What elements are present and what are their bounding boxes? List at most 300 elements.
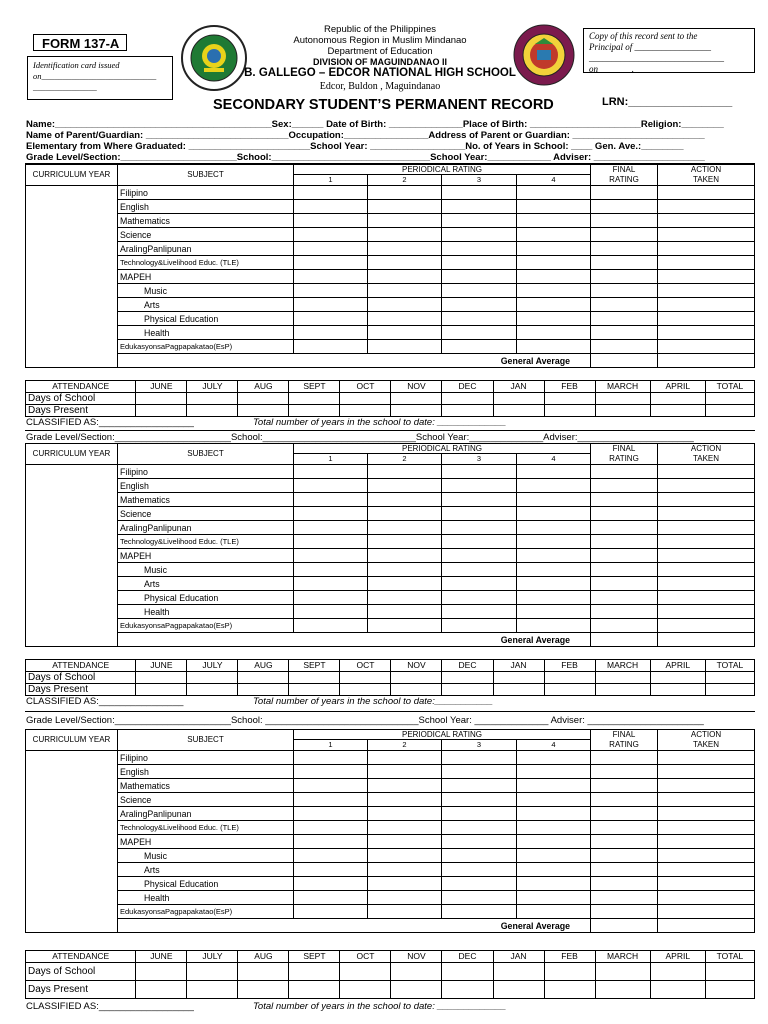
- grade-cell[interactable]: [442, 821, 517, 835]
- grade-cell[interactable]: [294, 284, 368, 298]
- grade-cell[interactable]: [591, 863, 658, 877]
- attendance-cell[interactable]: [340, 684, 391, 696]
- grade-cell[interactable]: [591, 535, 658, 549]
- grade-cell[interactable]: [658, 298, 755, 312]
- attendance-cell[interactable]: [289, 981, 340, 999]
- grade-cell[interactable]: [658, 751, 755, 765]
- attendance-cell[interactable]: [136, 672, 187, 684]
- grade-cell[interactable]: [591, 835, 658, 849]
- grade-cell[interactable]: [294, 479, 368, 493]
- grade-level-line-1[interactable]: Grade Level/Section:______________________School:______________________________School Year:____________ Adviser: _____________________: [26, 152, 705, 163]
- grade-cell[interactable]: [442, 214, 517, 228]
- grade-cell[interactable]: [591, 877, 658, 891]
- attendance-cell[interactable]: [595, 405, 650, 417]
- attendance-cell[interactable]: [705, 981, 754, 999]
- grade-cell[interactable]: [442, 493, 517, 507]
- grade-cell[interactable]: [294, 312, 368, 326]
- grade-cell[interactable]: [368, 214, 442, 228]
- attendance-cell[interactable]: [187, 981, 238, 999]
- grade-cell[interactable]: [442, 298, 517, 312]
- grade-cell[interactable]: [658, 284, 755, 298]
- attendance-cell[interactable]: [238, 963, 289, 981]
- attendance-cell[interactable]: [340, 393, 391, 405]
- grade-cell[interactable]: [591, 521, 658, 535]
- attendance-cell[interactable]: [442, 981, 493, 999]
- grade-cell[interactable]: [658, 228, 755, 242]
- grade-cell[interactable]: [517, 214, 591, 228]
- grade-cell[interactable]: [517, 751, 591, 765]
- attendance-cell[interactable]: [595, 963, 650, 981]
- grade-cell[interactable]: [591, 256, 658, 270]
- grade-cell[interactable]: [591, 312, 658, 326]
- grade-cell[interactable]: [591, 270, 658, 284]
- grade-cell[interactable]: [442, 270, 517, 284]
- attendance-cell[interactable]: [136, 393, 187, 405]
- grade-cell[interactable]: [294, 877, 368, 891]
- attendance-cell[interactable]: [544, 963, 595, 981]
- attendance-cell[interactable]: [289, 963, 340, 981]
- grade-cell[interactable]: [368, 493, 442, 507]
- grade-cell[interactable]: [368, 793, 442, 807]
- grade-cell[interactable]: [442, 577, 517, 591]
- attendance-cell[interactable]: [705, 393, 754, 405]
- grade-cell[interactable]: [442, 563, 517, 577]
- grade-cell[interactable]: [442, 535, 517, 549]
- grade-cell[interactable]: [517, 521, 591, 535]
- grade-cell[interactable]: [294, 577, 368, 591]
- attendance-cell[interactable]: [238, 684, 289, 696]
- grade-cell[interactable]: [658, 270, 755, 284]
- attendance-cell[interactable]: [187, 393, 238, 405]
- grade-cell[interactable]: [442, 807, 517, 821]
- grade-cell[interactable]: [658, 214, 755, 228]
- grade-cell[interactable]: [442, 186, 517, 200]
- grade-cell[interactable]: [517, 465, 591, 479]
- grade-cell[interactable]: [517, 591, 591, 605]
- grade-cell[interactable]: [294, 326, 368, 340]
- grade-cell[interactable]: [517, 242, 591, 256]
- attendance-cell[interactable]: [340, 672, 391, 684]
- grade-cell[interactable]: [368, 228, 442, 242]
- general-average-final-cell[interactable]: [591, 354, 658, 368]
- grade-cell[interactable]: [368, 340, 442, 354]
- grade-cell[interactable]: [368, 807, 442, 821]
- grade-cell[interactable]: [517, 563, 591, 577]
- grade-cell[interactable]: [658, 877, 755, 891]
- grade-cell[interactable]: [442, 521, 517, 535]
- grade-cell[interactable]: [658, 479, 755, 493]
- grade-cell[interactable]: [368, 479, 442, 493]
- grade-cell[interactable]: [294, 270, 368, 284]
- grade-cell[interactable]: [658, 891, 755, 905]
- grade-cell[interactable]: [368, 577, 442, 591]
- grade-cell[interactable]: [368, 563, 442, 577]
- grade-cell[interactable]: [658, 779, 755, 793]
- grade-cell[interactable]: [591, 507, 658, 521]
- classified-as-field[interactable]: CLASSIFIED AS:__________________: [26, 417, 194, 428]
- grade-cell[interactable]: [591, 779, 658, 793]
- grade-cell[interactable]: [294, 807, 368, 821]
- attendance-cell[interactable]: [289, 672, 340, 684]
- grade-cell[interactable]: [517, 821, 591, 835]
- grade-cell[interactable]: [368, 200, 442, 214]
- attendance-cell[interactable]: [442, 684, 493, 696]
- grade-cell[interactable]: [591, 605, 658, 619]
- curriculum-year-cell[interactable]: [26, 751, 118, 933]
- attendance-cell[interactable]: [650, 393, 705, 405]
- grade-cell[interactable]: [368, 312, 442, 326]
- grade-cell[interactable]: [591, 891, 658, 905]
- grade-level-line-3[interactable]: Grade Level/Section:______________________School: _____________________________School Year: ______________ Adviser: ______________________: [26, 715, 704, 726]
- lrn-field[interactable]: LRN:_________________: [602, 96, 733, 108]
- attendance-cell[interactable]: [705, 963, 754, 981]
- grade-cell[interactable]: [658, 591, 755, 605]
- grade-cell[interactable]: [442, 507, 517, 521]
- grade-cell[interactable]: [517, 298, 591, 312]
- attendance-cell[interactable]: [650, 684, 705, 696]
- attendance-cell[interactable]: [705, 672, 754, 684]
- grade-cell[interactable]: [517, 577, 591, 591]
- grade-cell[interactable]: [442, 312, 517, 326]
- grade-cell[interactable]: [517, 905, 591, 919]
- attendance-cell[interactable]: [391, 981, 442, 999]
- grade-cell[interactable]: [294, 591, 368, 605]
- grade-cell[interactable]: [294, 200, 368, 214]
- grade-cell[interactable]: [368, 186, 442, 200]
- grade-cell[interactable]: [658, 493, 755, 507]
- grade-cell[interactable]: [591, 214, 658, 228]
- attendance-cell[interactable]: [544, 672, 595, 684]
- attendance-cell[interactable]: [391, 672, 442, 684]
- attendance-cell[interactable]: [650, 981, 705, 999]
- grade-cell[interactable]: [442, 284, 517, 298]
- grade-cell[interactable]: [368, 242, 442, 256]
- attendance-cell[interactable]: [650, 405, 705, 417]
- attendance-cell[interactable]: [391, 405, 442, 417]
- grade-cell[interactable]: [368, 891, 442, 905]
- attendance-cell[interactable]: [187, 672, 238, 684]
- grade-cell[interactable]: [442, 619, 517, 633]
- grade-cell[interactable]: [658, 849, 755, 863]
- grade-cell[interactable]: [368, 849, 442, 863]
- attendance-cell[interactable]: [493, 393, 544, 405]
- attendance-cell[interactable]: [544, 405, 595, 417]
- grade-cell[interactable]: [294, 465, 368, 479]
- attendance-cell[interactable]: [391, 393, 442, 405]
- grade-cell[interactable]: [591, 284, 658, 298]
- grade-cell[interactable]: [368, 535, 442, 549]
- attendance-cell[interactable]: [238, 405, 289, 417]
- grade-cell[interactable]: [294, 214, 368, 228]
- grade-cell[interactable]: [517, 507, 591, 521]
- grade-cell[interactable]: [658, 807, 755, 821]
- grade-cell[interactable]: [368, 298, 442, 312]
- attendance-cell[interactable]: [595, 393, 650, 405]
- attendance-cell[interactable]: [442, 405, 493, 417]
- grade-cell[interactable]: [442, 591, 517, 605]
- grade-cell[interactable]: [591, 577, 658, 591]
- grade-cell[interactable]: [442, 256, 517, 270]
- grade-cell[interactable]: [442, 891, 517, 905]
- grade-cell[interactable]: [658, 507, 755, 521]
- attendance-cell[interactable]: [493, 672, 544, 684]
- grade-cell[interactable]: [294, 751, 368, 765]
- grade-cell[interactable]: [517, 186, 591, 200]
- grade-cell[interactable]: [517, 340, 591, 354]
- grade-cell[interactable]: [591, 807, 658, 821]
- grade-cell[interactable]: [442, 905, 517, 919]
- grade-cell[interactable]: [658, 242, 755, 256]
- grade-cell[interactable]: [517, 877, 591, 891]
- attendance-cell[interactable]: [442, 672, 493, 684]
- grade-cell[interactable]: [294, 549, 368, 563]
- grade-cell[interactable]: [442, 479, 517, 493]
- grade-cell[interactable]: [658, 905, 755, 919]
- grade-cell[interactable]: [517, 549, 591, 563]
- attendance-cell[interactable]: [391, 963, 442, 981]
- grade-cell[interactable]: [658, 793, 755, 807]
- grade-cell[interactable]: [442, 549, 517, 563]
- attendance-cell[interactable]: [391, 684, 442, 696]
- grade-cell[interactable]: [591, 479, 658, 493]
- attendance-cell[interactable]: [544, 981, 595, 999]
- grade-cell[interactable]: [517, 256, 591, 270]
- grade-cell[interactable]: [294, 298, 368, 312]
- attendance-cell[interactable]: [340, 405, 391, 417]
- grade-cell[interactable]: [368, 521, 442, 535]
- grade-cell[interactable]: [658, 563, 755, 577]
- grade-cell[interactable]: [517, 326, 591, 340]
- grade-cell[interactable]: [368, 507, 442, 521]
- grade-cell[interactable]: [517, 863, 591, 877]
- attendance-cell[interactable]: [136, 684, 187, 696]
- attendance-cell[interactable]: [493, 963, 544, 981]
- grade-cell[interactable]: [294, 891, 368, 905]
- grade-cell[interactable]: [368, 877, 442, 891]
- grade-cell[interactable]: [658, 326, 755, 340]
- grade-cell[interactable]: [368, 284, 442, 298]
- attendance-cell[interactable]: [187, 684, 238, 696]
- grade-cell[interactable]: [294, 256, 368, 270]
- attendance-cell[interactable]: [187, 405, 238, 417]
- attendance-cell[interactable]: [187, 963, 238, 981]
- grade-cell[interactable]: [658, 765, 755, 779]
- grade-cell[interactable]: [517, 807, 591, 821]
- attendance-cell[interactable]: [442, 393, 493, 405]
- grade-cell[interactable]: [658, 619, 755, 633]
- grade-cell[interactable]: [442, 340, 517, 354]
- student-info-line[interactable]: Name:_________________________________________Sex:______ Date of Birth: ______________Place of Birth: _____________________Religion:________: [26, 119, 724, 130]
- grade-cell[interactable]: [294, 340, 368, 354]
- grade-cell[interactable]: [591, 619, 658, 633]
- grade-cell[interactable]: [517, 891, 591, 905]
- grade-cell[interactable]: [368, 765, 442, 779]
- attendance-cell[interactable]: [340, 981, 391, 999]
- grade-cell[interactable]: [517, 849, 591, 863]
- grade-cell[interactable]: [294, 563, 368, 577]
- grade-cell[interactable]: [517, 200, 591, 214]
- attendance-cell[interactable]: [238, 672, 289, 684]
- attendance-cell[interactable]: [595, 672, 650, 684]
- grade-cell[interactable]: [294, 228, 368, 242]
- grade-cell[interactable]: [591, 465, 658, 479]
- attendance-cell[interactable]: [595, 684, 650, 696]
- grade-cell[interactable]: [294, 242, 368, 256]
- attendance-cell[interactable]: [289, 405, 340, 417]
- grade-cell[interactable]: [591, 821, 658, 835]
- grade-cell[interactable]: [591, 200, 658, 214]
- grade-cell[interactable]: [658, 186, 755, 200]
- grade-cell[interactable]: [591, 765, 658, 779]
- attendance-cell[interactable]: [136, 981, 187, 999]
- grade-cell[interactable]: [517, 228, 591, 242]
- grade-cell[interactable]: [658, 577, 755, 591]
- grade-cell[interactable]: [658, 605, 755, 619]
- grade-cell[interactable]: [591, 563, 658, 577]
- attendance-cell[interactable]: [238, 393, 289, 405]
- total-years-field[interactable]: Total number of years in the school to date: _____________: [253, 417, 507, 428]
- general-average-final-cell[interactable]: [591, 633, 658, 647]
- classified-as-field[interactable]: CLASSIFIED AS:________________: [26, 696, 184, 707]
- grade-level-line-2[interactable]: Grade Level/Section:______________________School:_____________________________School Year:______________Adviser:______________________: [26, 432, 694, 443]
- grade-cell[interactable]: [368, 905, 442, 919]
- classified-as-field[interactable]: CLASSIFIED AS:__________________: [26, 1001, 194, 1012]
- grade-cell[interactable]: [442, 605, 517, 619]
- grade-cell[interactable]: [591, 751, 658, 765]
- grade-cell[interactable]: [591, 905, 658, 919]
- general-average-final-cell[interactable]: [591, 919, 658, 933]
- grade-cell[interactable]: [658, 821, 755, 835]
- grade-cell[interactable]: [442, 849, 517, 863]
- curriculum-year-cell[interactable]: [26, 465, 118, 647]
- grade-cell[interactable]: [658, 200, 755, 214]
- grade-cell[interactable]: [517, 312, 591, 326]
- grade-cell[interactable]: [368, 751, 442, 765]
- grade-cell[interactable]: [368, 619, 442, 633]
- attendance-cell[interactable]: [705, 405, 754, 417]
- grade-cell[interactable]: [517, 270, 591, 284]
- attendance-cell[interactable]: [493, 981, 544, 999]
- grade-cell[interactable]: [517, 605, 591, 619]
- grade-cell[interactable]: [294, 521, 368, 535]
- grade-cell[interactable]: [294, 186, 368, 200]
- grade-cell[interactable]: [442, 779, 517, 793]
- general-average-action-cell[interactable]: [658, 919, 755, 933]
- grade-cell[interactable]: [294, 779, 368, 793]
- parent-info-line[interactable]: Name of Parent/Guardian: ___________________________Occupation:________________Address of Parent or Guardian: _________________________: [26, 130, 705, 141]
- grade-cell[interactable]: [658, 549, 755, 563]
- grade-cell[interactable]: [442, 326, 517, 340]
- attendance-cell[interactable]: [650, 963, 705, 981]
- grade-cell[interactable]: [294, 605, 368, 619]
- elementary-info-line[interactable]: Elementary from Where Graduated: _______________________School Year: __________________No. of Years in School: ____ Gen. Ave.:________: [26, 141, 684, 152]
- grade-cell[interactable]: [294, 765, 368, 779]
- grade-cell[interactable]: [442, 242, 517, 256]
- grade-cell[interactable]: [368, 835, 442, 849]
- grade-cell[interactable]: [658, 535, 755, 549]
- grade-cell[interactable]: [517, 284, 591, 298]
- attendance-cell[interactable]: [705, 684, 754, 696]
- grade-cell[interactable]: [517, 619, 591, 633]
- grade-cell[interactable]: [368, 465, 442, 479]
- grade-cell[interactable]: [517, 479, 591, 493]
- grade-cell[interactable]: [442, 765, 517, 779]
- attendance-cell[interactable]: [136, 963, 187, 981]
- curriculum-year-cell[interactable]: [26, 186, 118, 368]
- attendance-cell[interactable]: [289, 393, 340, 405]
- total-years-field[interactable]: Total number of years in the school to date: _____________: [253, 1001, 507, 1012]
- grade-cell[interactable]: [658, 312, 755, 326]
- attendance-cell[interactable]: [238, 981, 289, 999]
- grade-cell[interactable]: [294, 619, 368, 633]
- grade-cell[interactable]: [658, 256, 755, 270]
- grade-cell[interactable]: [591, 549, 658, 563]
- grade-cell[interactable]: [517, 535, 591, 549]
- grade-cell[interactable]: [591, 326, 658, 340]
- grade-cell[interactable]: [591, 591, 658, 605]
- grade-cell[interactable]: [658, 465, 755, 479]
- grade-cell[interactable]: [591, 493, 658, 507]
- grade-cell[interactable]: [442, 228, 517, 242]
- grade-cell[interactable]: [294, 507, 368, 521]
- grade-cell[interactable]: [658, 863, 755, 877]
- grade-cell[interactable]: [294, 849, 368, 863]
- attendance-cell[interactable]: [493, 405, 544, 417]
- grade-cell[interactable]: [442, 751, 517, 765]
- grade-cell[interactable]: [591, 340, 658, 354]
- grade-cell[interactable]: [368, 549, 442, 563]
- grade-cell[interactable]: [517, 765, 591, 779]
- grade-cell[interactable]: [368, 821, 442, 835]
- grade-cell[interactable]: [294, 535, 368, 549]
- grade-cell[interactable]: [591, 242, 658, 256]
- grade-cell[interactable]: [368, 863, 442, 877]
- grade-cell[interactable]: [658, 835, 755, 849]
- grade-cell[interactable]: [442, 465, 517, 479]
- grade-cell[interactable]: [442, 877, 517, 891]
- grade-cell[interactable]: [368, 256, 442, 270]
- attendance-cell[interactable]: [544, 684, 595, 696]
- grade-cell[interactable]: [517, 493, 591, 507]
- grade-cell[interactable]: [591, 298, 658, 312]
- grade-cell[interactable]: [294, 863, 368, 877]
- grade-cell[interactable]: [442, 835, 517, 849]
- grade-cell[interactable]: [591, 228, 658, 242]
- grade-cell[interactable]: [517, 793, 591, 807]
- attendance-cell[interactable]: [340, 963, 391, 981]
- grade-cell[interactable]: [658, 340, 755, 354]
- grade-cell[interactable]: [368, 270, 442, 284]
- attendance-cell[interactable]: [650, 672, 705, 684]
- general-average-action-cell[interactable]: [658, 354, 755, 368]
- total-years-field[interactable]: Total number of years in the school to date:___________: [253, 696, 493, 707]
- attendance-cell[interactable]: [289, 684, 340, 696]
- grade-cell[interactable]: [368, 605, 442, 619]
- attendance-cell[interactable]: [442, 963, 493, 981]
- grade-cell[interactable]: [517, 779, 591, 793]
- grade-cell[interactable]: [591, 793, 658, 807]
- grade-cell[interactable]: [591, 186, 658, 200]
- grade-cell[interactable]: [442, 200, 517, 214]
- grade-cell[interactable]: [442, 793, 517, 807]
- general-average-action-cell[interactable]: [658, 633, 755, 647]
- attendance-cell[interactable]: [595, 981, 650, 999]
- grade-cell[interactable]: [294, 905, 368, 919]
- grade-cell[interactable]: [368, 326, 442, 340]
- grade-cell[interactable]: [368, 779, 442, 793]
- attendance-cell[interactable]: [544, 393, 595, 405]
- grade-cell[interactable]: [294, 493, 368, 507]
